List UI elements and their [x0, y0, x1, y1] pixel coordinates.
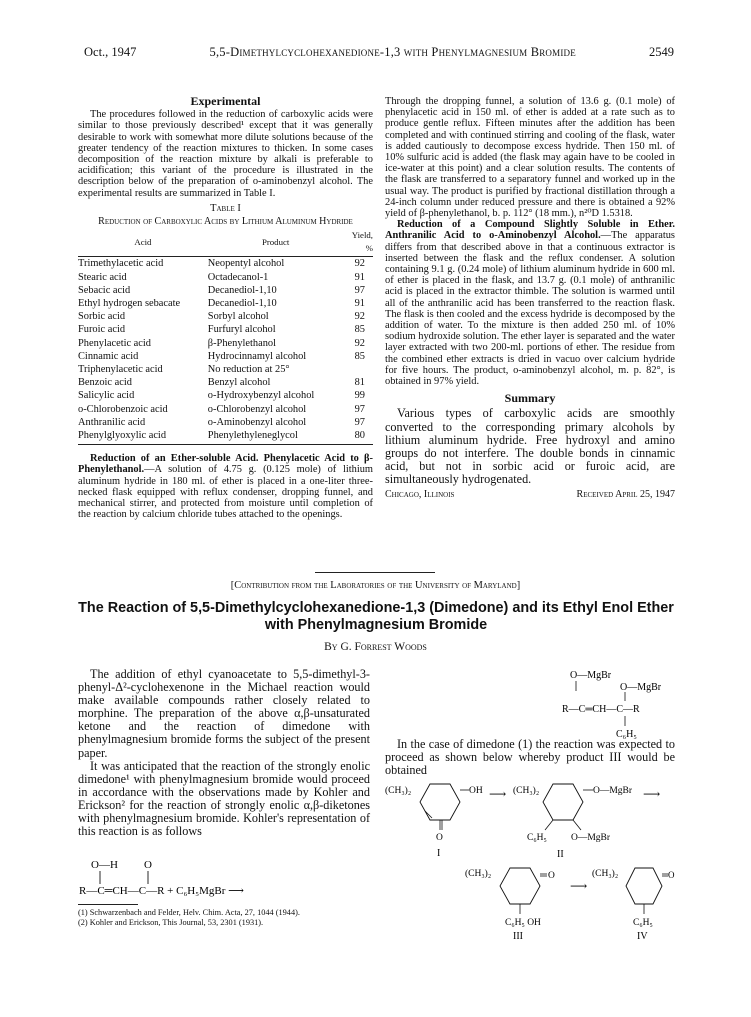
table-cell-product: Furfuryl alcohol — [207, 324, 276, 336]
table-row — [78, 271, 373, 284]
experimental-column-right — [385, 96, 675, 500]
article-title: The Reaction of 5,5-Dimethylcyclohexanedione-1,3 (Dimedone) and its Ethyl Enol Ether with Phenylmagnesium Bromide — [78, 600, 674, 633]
kohler-product-omgbr-1: O—MgBr — [570, 670, 612, 681]
table-body — [78, 257, 373, 442]
table-cell-acid: Sebacic acid — [78, 284, 131, 296]
kohler-product-structure — [520, 668, 680, 740]
table-row — [78, 284, 373, 297]
kohler-chain: R—C═CH—C—R + C₆H₅MgBr ⟶ — [79, 885, 244, 897]
table-cell-product: o-Chlorobenzyl alcohol — [207, 403, 307, 415]
compound-iv-o: O — [668, 870, 675, 880]
compound-iv-ph: C₆H₅ — [633, 918, 653, 928]
table-row — [78, 416, 373, 429]
summary-text: Various types of carboxylic acids are smoothly converted to the corresponding primary alcohols by lithium aluminum hydride. Free hydroxyl and amino groups do not interfere. The double bonds in cinnamic acid, but not in sorbic acid or furoic acid, are simultaneously hydrogenated. — [385, 406, 675, 486]
footnote-rule — [78, 904, 138, 905]
arrow-2: ⟶ — [643, 787, 661, 801]
table-cell-acid: Phenylacetic acid — [78, 337, 151, 349]
table-row — [78, 389, 373, 402]
arrow-3: ⟶ — [570, 879, 588, 893]
compound-i-label: I — [437, 848, 441, 859]
summary-footer — [385, 489, 675, 500]
table-cell-product: Sorbyl alcohol — [207, 311, 269, 323]
article-left-column — [78, 668, 370, 838]
summary-location: Chicago, Illinois — [385, 489, 455, 501]
compound-ii-omgbr-1: O—MgBr — [593, 786, 633, 796]
compound-iv-label: IV — [637, 931, 648, 942]
table-row — [78, 403, 373, 416]
compound-ii — [513, 784, 633, 860]
slightly-soluble-text: —The apparatus differs from that described above in that a continuous extractor is inserted between the flask and the reflux condenser. A solution containing 9.1 g. (0.24 mole) of lithium aluminum hydride in 600 ml. of ether is placed in the flask, and 13.7 g. (0.1 mole) of anthranilic acid is placed in the extractor thimble. The solution is warmed until all of the anthranilic acid has been transferred to the reaction flask. The flask is then cooled and the excess hydride is decomposed by the addition of water. To the mixture is then added 250 ml. of 10% sodium hydroxide solution. The ether layer is separated and the water layer extracted with two 200-ml. portions of ether. The residue from the combined ether extracts is dried in vacuo over calcium hydride for five hours. The product, o-aminobenzyl alcohol, m. p. 82°, is obtained in 97% yield. — [385, 230, 675, 388]
ether-soluble-text: —A solution of 4.75 g. (0.125 mole) of lithium aluminum hydride in 180 ml. of ether is placed in a one-liter three-necked flask equipped with reflux condenser, dropping funnel, and mechanical stirrer, and protected from moisture until completion of the reaction by calcium chloride tubes attached to the openings. — [78, 464, 373, 521]
table-cell-yield: 85 — [354, 324, 365, 336]
compound-i-oh: OH — [469, 786, 483, 796]
table-cell-acid: Salicylic acid — [78, 390, 135, 402]
table-cell-yield: 91 — [354, 271, 365, 283]
compound-ii-me2: (CH₃)₂ — [513, 786, 540, 796]
table-cell-yield: 80 — [354, 430, 365, 442]
dimedone-scheme — [385, 780, 675, 980]
table-row — [78, 350, 373, 363]
table-cell-product: o-Hydroxybenzyl alcohol — [207, 390, 315, 402]
table-row — [78, 297, 373, 310]
compound-iii — [465, 868, 555, 942]
table-caption: Reduction of Carboxylic Acids by Lithium Aluminum Hydride — [98, 216, 353, 228]
table-cell-acid: Anthranilic acid — [78, 416, 146, 428]
summary-heading: Summary — [504, 391, 556, 406]
compound-iii-ph-oh: C₆H₅ OH — [505, 918, 541, 928]
slightly-soluble-paragraph — [385, 219, 675, 387]
footnote-1: (1) Schwarzenbach and Felder, Helv. Chim. Acta, 27, 1044 (1944). — [78, 908, 300, 917]
section-divider — [315, 572, 435, 573]
table-cell-yield: 81 — [354, 377, 365, 389]
table-cell-yield: 97 — [354, 403, 365, 415]
table-cell-yield: 92 — [354, 258, 365, 270]
compound-iv-me2: (CH₃)₂ — [592, 869, 619, 879]
table-cell-product: Neopentyl alcohol — [207, 258, 285, 270]
table-label: Table I — [210, 202, 241, 214]
table-cell-yield: 91 — [354, 298, 365, 310]
table-cell-yield: 85 — [354, 350, 365, 362]
table-cell-product: Benzyl alcohol — [207, 377, 271, 389]
table-row — [78, 310, 373, 323]
table-cell-yield: 92 — [354, 337, 365, 349]
kohler-product-chain: R—C═CH—C—R — [562, 704, 640, 715]
header-running-title: 5,5-Dimethylcyclohexanedione-1,3 with Phenylmagnesium Bromide — [209, 45, 576, 59]
table-cell-acid: o-Chlorobenzoic acid — [78, 403, 168, 415]
article-right-para: In the case of dimedone (1) the reaction was expected to proceed as shown below whereby product III would be obtained — [385, 737, 675, 778]
compound-iv — [592, 868, 675, 942]
header-date: Oct., 1947 — [84, 45, 137, 59]
footnotes — [78, 904, 370, 928]
table-cell-yield: 97 — [354, 416, 365, 428]
table-header-product: Product — [208, 229, 344, 257]
contribution-line: [Contribution from the Laboratories of the University of Maryland] — [230, 580, 521, 591]
table-1 — [78, 229, 373, 442]
experimental-heading: Experimental — [190, 94, 261, 108]
article-right-column — [385, 738, 675, 777]
table-cell-acid: Furoic acid — [78, 324, 126, 336]
table-cell-acid: Ethyl hydrogen sebacate — [78, 298, 181, 310]
table-cell-yield: 97 — [354, 284, 365, 296]
kohler-oh: O—H — [91, 859, 118, 871]
table-row — [78, 257, 373, 271]
article-para-2: It was anticipated that the reaction of the strongly enolic dimedone¹ with phenylmagnesium bromide would proceed in accordance with the observations made by Kohler and Erickson² for the reaction of strongly enolic α,β-diketones with phenylmagnesium bromide. Kohler's representation of this reaction is as follows — [78, 758, 370, 839]
compound-ii-omgbr-2: O—MgBr — [571, 833, 611, 843]
table-cell-acid: Cinnamic acid — [78, 350, 139, 362]
table-bottom-rule — [78, 444, 373, 445]
table-cell-product: Octadecanol-1 — [207, 271, 269, 283]
ether-soluble-paragraph — [78, 453, 373, 520]
slightly-soluble-heading: Reduction of a Compound Slightly Soluble in Ether. Anthranilic Acid to o-Aminobenzyl Alcohol. — [385, 219, 675, 242]
table-row — [78, 376, 373, 389]
arrow-1: ⟶ — [489, 787, 507, 801]
article-para-1: The addition of ethyl cyanoacetate to 5,5-dimethyl-3-phenyl-Δ²-cyclohexenone in the Michael reaction would make available compounds rather closely related to morphine. The preparation of the above α,β-unsaturated ketone and the reaction of dimedone with phenylmagnesium bromide forms the subject of the present paper. — [78, 667, 370, 760]
table-cell-product: Decanediol-1,10 — [207, 298, 277, 310]
table-cell-acid: Phenylglyoxylic acid — [78, 430, 167, 442]
table-cell-product: Hydrocinnamyl alcohol — [207, 350, 307, 362]
table-cell-product: o-Aminobenzyl alcohol — [207, 416, 307, 428]
header-page-number: 2549 — [649, 45, 674, 59]
experimental-intro: The procedures followed in the reduction of carboxylic acids were similar to those previously described¹ except that it was generally desirable to work with somewhat more dilute solutions because of the greater tendency of the reaction mixtures to thicken. In some cases decomposition of the reaction mixture by alkali is preferable to acidification; this variant of the procedure is illustrated in the description below of the preparation of o-aminobenzyl alcohol. The experimental results are summarized in Table I. — [78, 109, 373, 199]
compound-i — [385, 784, 483, 859]
table-header-row — [78, 229, 373, 257]
procedure-continuation: Through the dropping funnel, a solution of 13.6 g. (0.1 mole) of phenylacetic acid in 150 ml. of ether is added at a rate such as to produce gentle reflux. Fifteen minutes after the addition has been completed and with continued stirring and cooling of the flask, water is added cautiously to decompose excess hydride. Then 150 ml. of 10% sulfuric acid is added (the flask may again have to be cooled in ice-water at this point) and a clear solution results. The contents of the flask are transferred to a separatory funnel and worked up in the usual way. The product is purified by fractional distillation through a 24-inch column under reduced pressure and there is obtained a 92% yield of β-phenylethanol, b. p. 112° (18 mm.), n²⁰D 1.5318. — [385, 96, 675, 220]
table-header-acid: Acid — [78, 229, 208, 257]
table-row — [78, 323, 373, 336]
running-header — [84, 45, 674, 60]
table-header-yield: Yield, % — [343, 229, 373, 257]
table-cell-yield: 99 — [354, 390, 365, 402]
table-cell-acid: Trimethylacetic acid — [78, 258, 164, 270]
table-cell-acid: Sorbic acid — [78, 311, 126, 323]
compound-iii-label: III — [513, 931, 523, 942]
compound-iii-me2: (CH₃)₂ — [465, 869, 492, 879]
kohler-product-ph: C₆H₅ — [616, 729, 637, 740]
compound-i-me2: (CH₃)₂ — [385, 786, 412, 796]
article-author: By G. Forrest Woods — [324, 641, 427, 653]
table-cell-product: No reduction at 25° — [207, 364, 290, 376]
table-cell-acid: Benzoic acid — [78, 377, 132, 389]
summary-received: Received April 25, 1947 — [576, 489, 675, 501]
experimental-column — [78, 96, 373, 521]
table-cell-acid: Stearic acid — [78, 271, 127, 283]
compound-iii-o: O — [548, 871, 555, 881]
compound-ii-label: II — [557, 849, 564, 860]
table-row — [78, 363, 373, 376]
table-row — [78, 337, 373, 350]
table-cell-acid: Triphenylacetic acid — [78, 364, 163, 376]
footnote-2: (2) Kohler and Erickson, This Journal, 53, 2301 (1931). — [78, 918, 264, 927]
table-row — [78, 429, 373, 442]
table-cell-product: β-Phenylethanol — [207, 337, 276, 349]
table-cell-product: Phenylethyleneglycol — [207, 430, 298, 442]
kohler-product-omgbr-2: O—MgBr — [620, 682, 662, 693]
compound-i-o: O — [436, 833, 443, 843]
ether-soluble-heading: Reduction of an Ether-soluble Acid. Phenylacetic Acid to β-Phenylethanol. — [78, 453, 373, 476]
compound-ii-ph: C₆H₅ — [527, 833, 547, 843]
kohler-reactant-scheme — [78, 858, 370, 902]
table-cell-yield: 92 — [354, 311, 365, 323]
table-cell-yield — [343, 363, 373, 376]
kohler-o: O — [144, 859, 152, 871]
table-cell-product: Decanediol-1,10 — [207, 284, 277, 296]
